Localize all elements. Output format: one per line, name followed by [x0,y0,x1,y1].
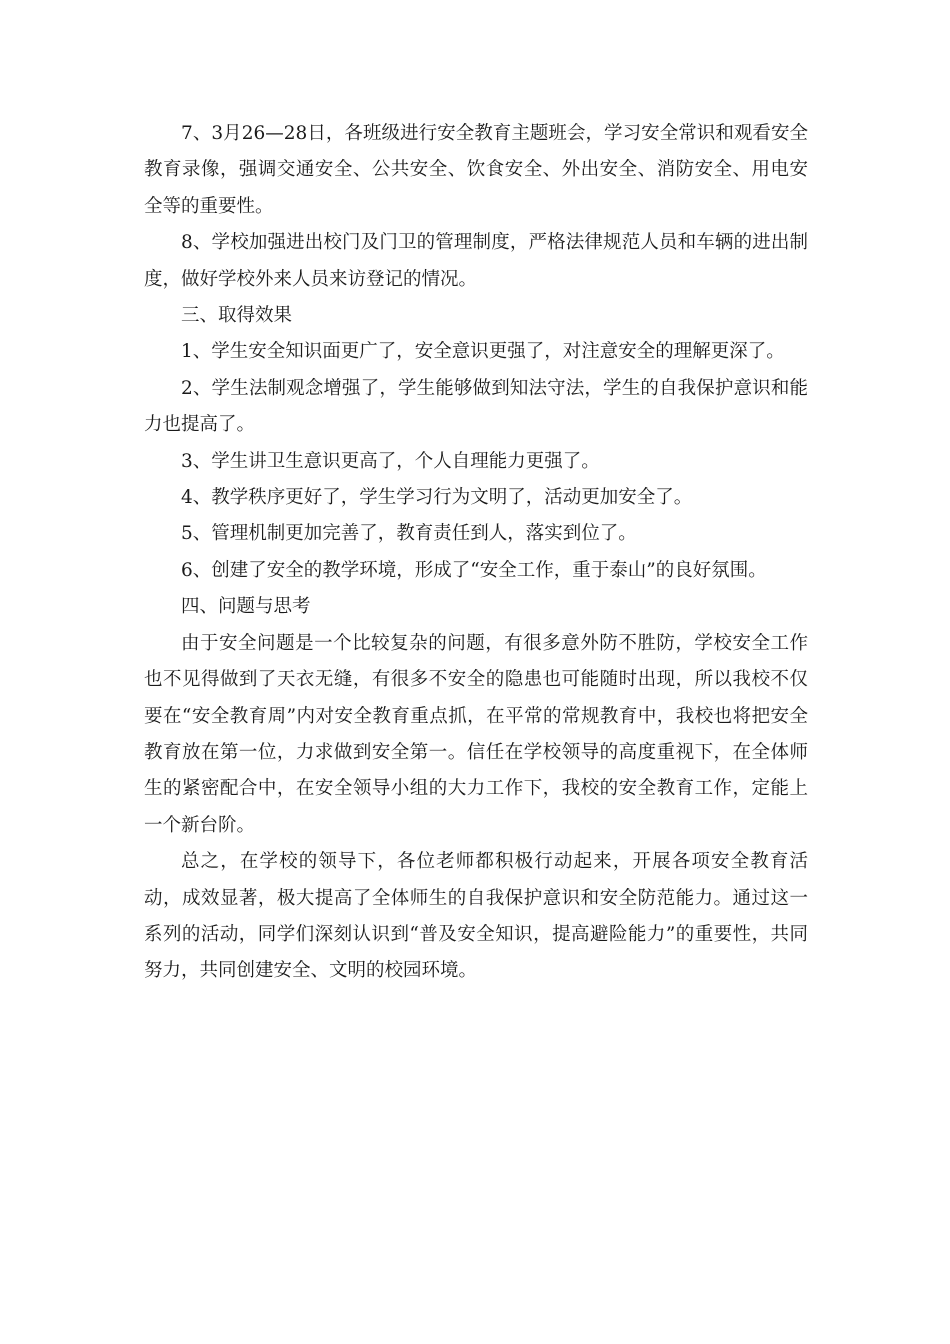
document-body [144,116,808,990]
result-item-2: 2、学生法制观念增强了，学生能够做到知法守法，学生的自我保护意识和能力也提高了。 [144,377,808,436]
result-item-1: 1、学生安全知识面更广了，安全意识更强了，对注意安全的理解更深了。 [181,341,785,363]
paragraph-item-8: 8、学校加强进出校门及门卫的管理制度，严格法律规范人员和车辆的进出制度，做好学校外来人员来访登记的情况。 [144,232,808,290]
result-item-3: 3、学生讲卫生意识更高了，个人自理能力更强了。 [181,450,600,472]
section-heading-issues: 四、问题与思考 [181,596,311,618]
paragraph-item-7: 7、3月26—28日，各班级进行安全教育主题班会，学习安全常识和观看安全教育录像，强调交通安全、公共安全、饮食安全、外出安全、消防安全、用电安全等的重要性。 [144,123,808,217]
result-item-6: 6、创建了安全的教学环境，形成了“安全工作，重于泰山”的良好氛围。 [181,559,767,581]
result-item-5: 5、管理机制更加完善了，教育责任到人，落实到位了。 [181,523,637,545]
section-heading-results: 三、取得效果 [181,305,293,327]
issues-paragraph: 由于安全问题是一个比较复杂的问题，有很多意外防不胜防，学校安全工作也不见得做到了天衣无缝，有很多不安全的隐患也可能随时出现，所以我校不仅要在“安全教育周”内对安全教育重点抓，在平常的常规教育中，我校也将把安全教育放在第一位，力求做到安全第一。信任在学校领导的高度重视下，在全体师生的紧密配合中，在安全领导小组的大力工作下，我校的安全教育工作，定能上一个新台阶。 [144,632,808,836]
conclusion-paragraph: 总之，在学校的领导下，各位老师都积极行动起来，开展各项安全教育活动，成效显著，极大提高了全体师生的自我保护意识和安全防范能力。通过这一系列的活动，同学们深刻认识到“普及安全知识，提高避险能力”的重要性，共同努力，共同创建安全、文明的校园环境。 [144,851,808,982]
result-item-4: 4、教学秩序更好了，学生学习行为文明了，活动更加安全了。 [181,487,693,509]
